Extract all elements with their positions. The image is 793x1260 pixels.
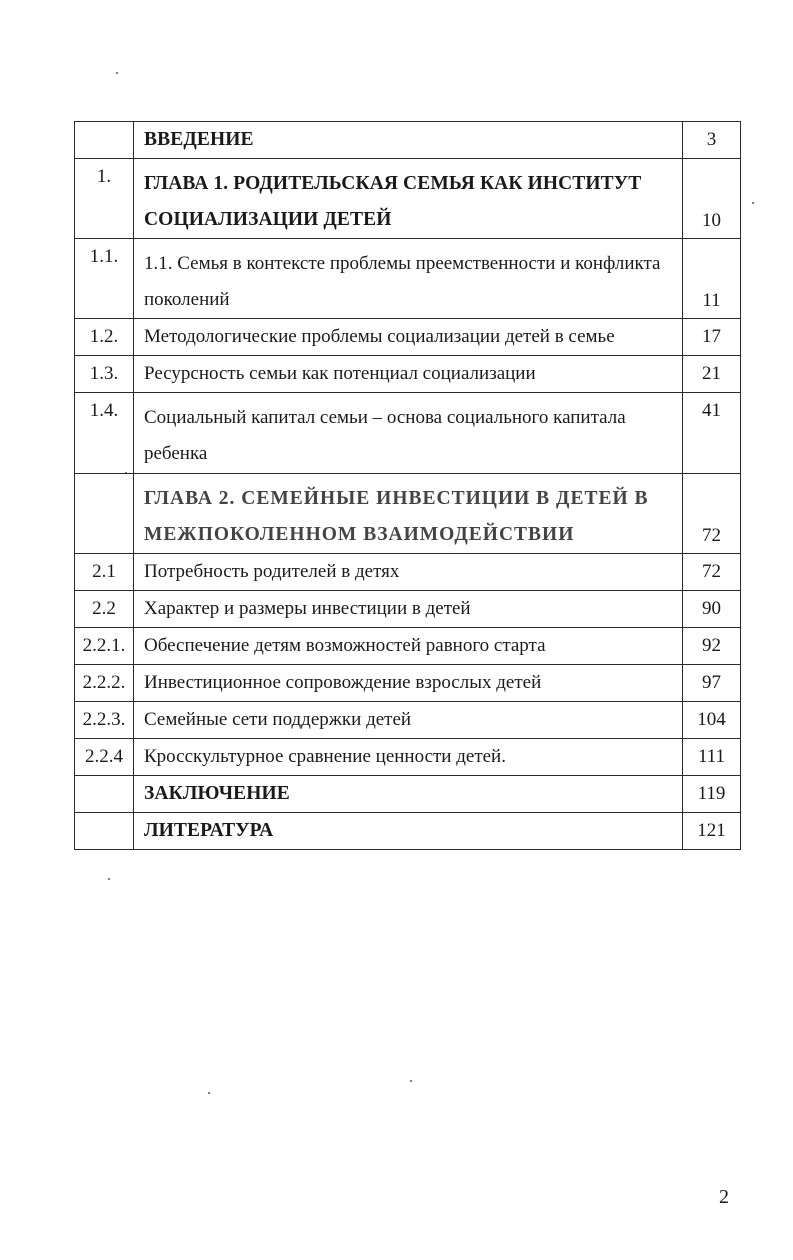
toc-title: Инвестиционное сопровождение взрослых детей <box>134 665 683 702</box>
toc-page: 41 <box>683 393 741 474</box>
scan-speck <box>752 202 754 204</box>
scan-speck <box>410 1080 412 1082</box>
toc-number: 2.2 <box>75 591 134 628</box>
toc-number <box>75 122 134 159</box>
toc-number <box>75 813 134 850</box>
toc-title: 1.1. Семья в контексте проблемы преемственности и конфликта поколений <box>134 239 683 319</box>
toc-title: Характер и размеры инвестиции в детей <box>134 591 683 628</box>
toc-row-2-2-3[interactable] <box>75 702 741 739</box>
toc-row-1-2[interactable] <box>75 319 741 356</box>
scan-speck <box>116 72 118 74</box>
toc-title: ЗАКЛЮЧЕНИЕ <box>134 776 683 813</box>
toc-row-conclusion[interactable] <box>75 776 741 813</box>
toc-row-2-2-1[interactable] <box>75 628 741 665</box>
toc-number: 1.1. <box>75 239 134 319</box>
toc-page: 121 <box>683 813 741 850</box>
toc-row-1-4[interactable] <box>75 393 741 474</box>
toc-number: 1.4. <box>75 393 134 474</box>
toc-page: 10 <box>683 159 741 239</box>
toc-title: ГЛАВА 1. РОДИТЕЛЬСКАЯ СЕМЬЯ КАК ИНСТИТУТ СОЦИАЛИЗАЦИИ ДЕТЕЙ <box>134 159 683 239</box>
toc-page: 119 <box>683 776 741 813</box>
toc-row-2-2-4[interactable] <box>75 739 741 776</box>
toc-page: 90 <box>683 591 741 628</box>
toc-page: 72 <box>683 554 741 591</box>
toc-page: 17 <box>683 319 741 356</box>
toc-row-2-2-2[interactable] <box>75 665 741 702</box>
toc-title: Кросскультурное сравнение ценности детей. <box>134 739 683 776</box>
toc-number: 1.3. <box>75 356 134 393</box>
toc-title: Социальный капитал семьи – основа социального капитала ребенка <box>134 393 683 474</box>
toc-row-2-2[interactable] <box>75 591 741 628</box>
toc-title: ЛИТЕРАТУРА <box>134 813 683 850</box>
toc-row-1-3[interactable] <box>75 356 741 393</box>
toc-row-1-1[interactable] <box>75 239 741 319</box>
toc-title: ВВЕДЕНИЕ <box>134 122 683 159</box>
toc-number: 2.1 <box>75 554 134 591</box>
toc-page: 21 <box>683 356 741 393</box>
toc-page: 111 <box>683 739 741 776</box>
toc-page: 92 <box>683 628 741 665</box>
scan-speck <box>208 1092 210 1094</box>
toc-row-introduction[interactable] <box>75 122 741 159</box>
toc-title: Методологические проблемы социализации детей в семье <box>134 319 683 356</box>
toc-page: 3 <box>683 122 741 159</box>
toc-page: 11 <box>683 239 741 319</box>
table-of-contents <box>74 121 741 850</box>
toc-number <box>75 776 134 813</box>
toc-number: 2.2.4 <box>75 739 134 776</box>
toc-row-chapter-1[interactable] <box>75 159 741 239</box>
page-number: 2 <box>719 1186 729 1208</box>
toc-number: 2.2.1. <box>75 628 134 665</box>
toc-row-chapter-2[interactable] <box>75 474 741 554</box>
scan-speck <box>108 878 110 880</box>
toc-page: 104 <box>683 702 741 739</box>
toc-title: Потребность родителей в детях <box>134 554 683 591</box>
toc-page: 97 <box>683 665 741 702</box>
toc-title: Ресурсность семьи как потенциал социализации <box>134 356 683 393</box>
toc-title: Обеспечение детям возможностей равного старта <box>134 628 683 665</box>
toc-row-literature[interactable] <box>75 813 741 850</box>
toc-number: 1. <box>75 159 134 239</box>
toc-number: 2.2.2. <box>75 665 134 702</box>
toc-number: 1.2. <box>75 319 134 356</box>
toc-title: ГЛАВА 2. СЕМЕЙНЫЕ ИНВЕСТИЦИИ В ДЕТЕЙ В МЕЖПОКОЛЕННОМ ВЗАИМОДЕЙСТВИИ <box>134 474 683 554</box>
toc-row-2-1[interactable] <box>75 554 741 591</box>
toc-number: 2.2.3. <box>75 702 134 739</box>
toc-page: 72 <box>683 474 741 554</box>
toc-number <box>75 474 134 554</box>
toc-title: Семейные сети поддержки детей <box>134 702 683 739</box>
